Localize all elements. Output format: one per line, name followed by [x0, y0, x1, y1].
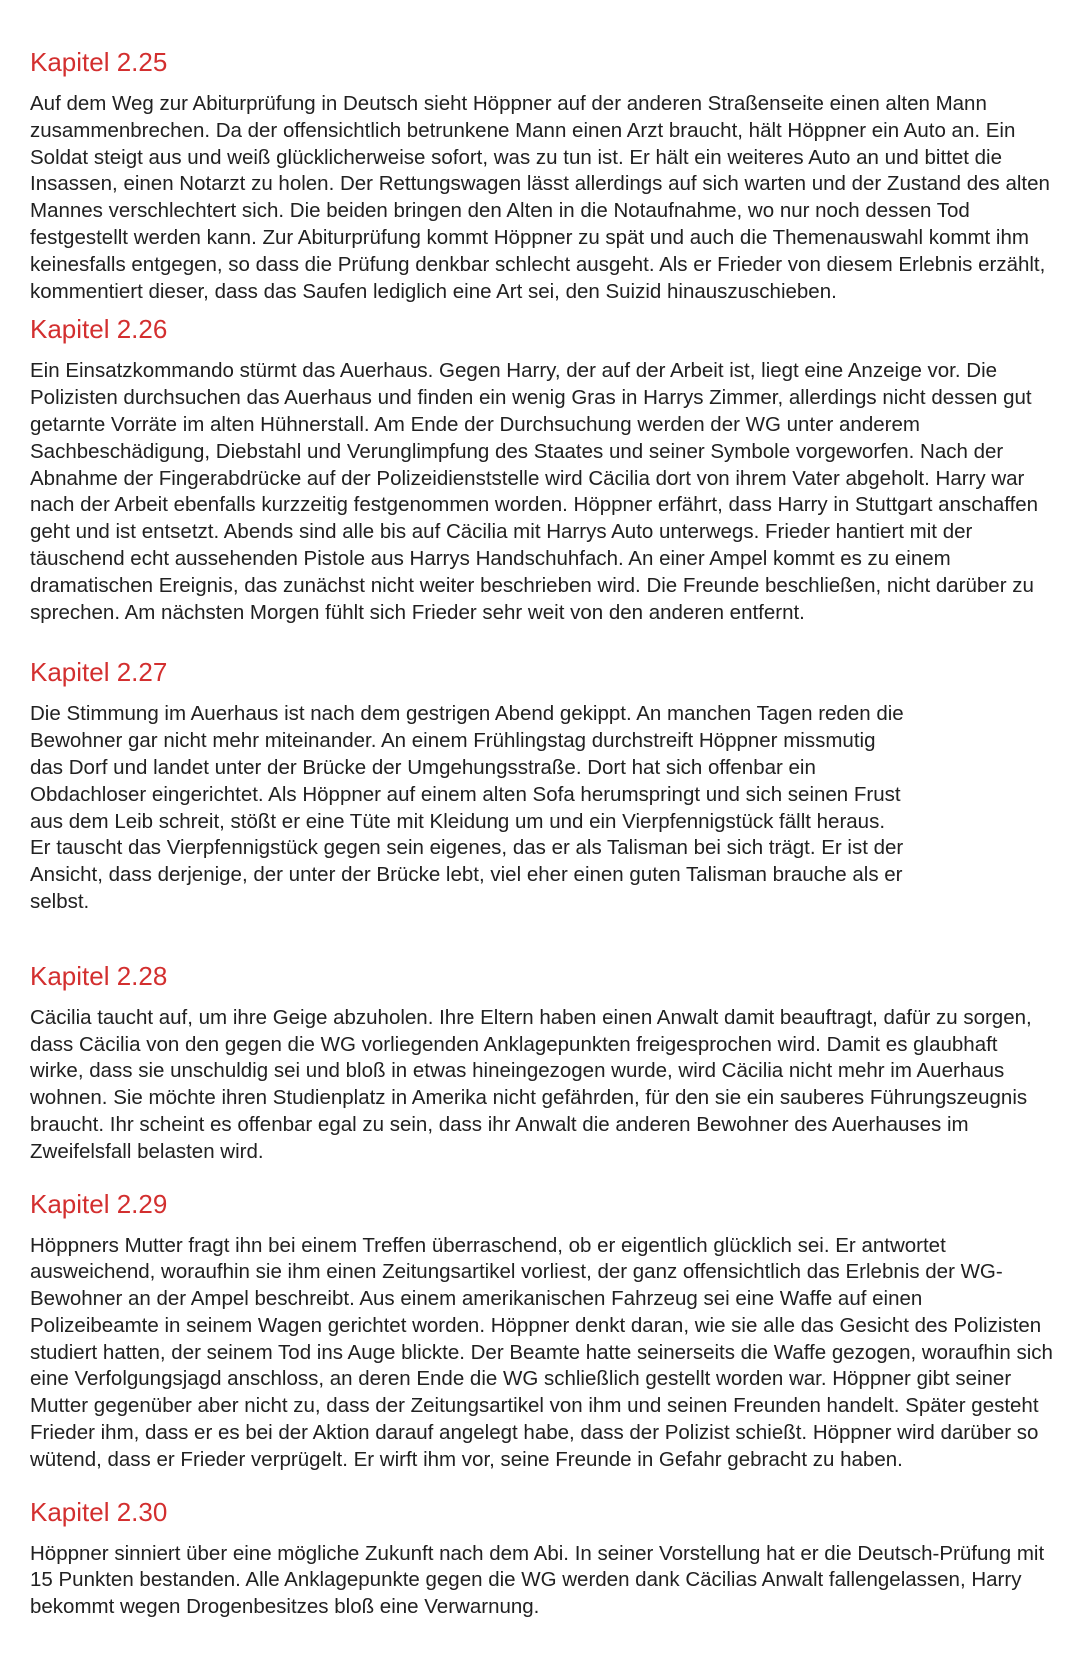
chapter-section-2-26	[30, 313, 1056, 626]
chapter-heading: Kapitel 2.25	[30, 47, 168, 77]
chapter-heading: Kapitel 2.30	[30, 1496, 168, 1527]
chapter-heading: Kapitel 2.26	[30, 314, 168, 345]
chapter-summary: Höppners Mutter fragt ihn bei einem Treffen überraschend, ob er eigentlich glücklich sei. Er antwortet ausweichend, woraufhin sie ihm einen Zeitungsartikel vorliest, der ganz offensichtlich das Erlebnis der WG-Bewohner an der Ampel beschreibt. Aus einem amerikanischen Fahrzeug sei eine Waffe auf einen Polizeibeamte in seinem Wagen gerichtet worden. Höppner denkt daran, wie sie alle das Gesicht des Polizisten studiert hatten, der seinem Tod ins Auge blickte. Der Beamte hatte seinerseits die Waffe gezogen, woraufhin sich eine Verfolgungsjagd anschloss, an deren Ende die WG schließlich gestellt worden war. Höppner gibt seiner Mutter gegenüber aber nicht zu, dass der Zeitungsartikel von ihm und seinen Freunden handelt. Später gesteht Frieder ihm, dass er es bei der Aktion darauf angelegt habe, dass der Polizist schießt. Höppner wird darüber so wütend, dass er Frieder verprügelt. Er wirft ihm vor, seine Freunde in Gefahr gebracht zu haben.	[30, 1233, 1053, 1471]
chapter-section-2-25	[30, 46, 1056, 305]
chapter-summary: Höppner sinniert über eine mögliche Zukunft nach dem Abi. In seiner Vorstellung hat er die Deutsch-Prüfung mit 15 Punkten bestanden. Alle Anklagepunkte gegen die WG werden dank Cäcilias Anwalt fallengelassen, Harry bekommt wegen Drogenbesitzes bloß eine Verwarnung.	[30, 1541, 1045, 1619]
chapter-heading: Kapitel 2.27	[30, 657, 168, 688]
chapter-section-2-29	[30, 1188, 1056, 1474]
chapter-heading: Kapitel 2.29	[30, 1188, 168, 1219]
chapter-section-2-28	[30, 960, 1056, 1166]
chapter-section-2-30	[30, 1496, 1056, 1621]
chapter-summary: Cäcilia taucht auf, um ihre Geige abzuholen. Ihre Eltern haben einen Anwalt damit beauftragt, dafür zu sorgen, dass Cäcilia von den gegen die WG vorliegenden Anklagepunkten freigesprochen wird. Damit es glaubhaft wirke, dass sie unschuldig sei und bloß in etwas hineingezogen wurde, wird Cäcilia nicht mehr im Auerhaus wohnen. Sie möchte ihren Studienplatz in Amerika nicht gefährden, für den sie ein sauberes Führungszeugnis braucht. Ihr scheint es offenbar egal zu sein, dass ihr Anwalt die anderen Bewohner des Auerhauses im Zweifelsfall belasten wird.	[30, 1005, 1032, 1163]
chapter-summary: Die Stimmung im Auerhaus ist nach dem gestrigen Abend gekippt. An manchen Tagen reden die Bewohner gar nicht mehr miteinander. An einem Frühlingstag durchstreift Höppner missmutig das Dorf und landet unter der Brücke der Umgehungsstraße. Dort hat sich offenbar ein Obdachloser eingerichtet. Als Höppner auf einem alten Sofa herumspringt und sich seinen Frust aus dem Leib schreit, stößt er eine Tüte mit Kleidung um und ein Vierpfennigstück fällt heraus. Er tauscht das Vierpfennigstück gegen sein eigenes, das er als Talisman bei sich trägt. Er ist der Ansicht, dass derjenige, der unter der Brücke lebt, viel eher einen guten Talisman brauche als er selbst.	[30, 702, 904, 913]
chapter-summary: Ein Einsatzkommando stürmt das Auerhaus. Gegen Harry, der auf der Arbeit ist, liegt eine Anzeige vor. Die Polizisten durchsuchen das Auerhaus und finden ein wenig Gras in Harrys Zimmer, allerdings nicht dessen gut getarnte Vorräte im alten Hühnerstall. Am Ende der Durchsuchung werden der WG unter anderem Sachbeschädigung, Diebstahl und Verunglimpfung des Staates und seiner Symbole vorgeworfen. Nach der Abnahme der Fingerabdrücke auf der Polizeidienststelle wird Cäcilia dort von ihrem Vater abgeholt. Harry war nach der Arbeit ebenfalls kurzzeitig festgenommen worden. Höppner erfährt, dass Harry in Stuttgart anschaffen geht und ist entsetzt. Abends sind alle bis auf Cäcilia mit Harrys Auto unterwegs. Frieder hantiert mit der täuschend echt aussehenden Pistole aus Harrys Handschuhfach. An einer Ampel kommt es zu einem dramatischen Ereignis, das zunächst nicht weiter beschrieben wird. Die Freunde beschließen, nicht darüber zu sprechen. Am nächsten Morgen fühlt sich Frieder sehr weit von den anderen entfernt.	[30, 359, 1039, 624]
chapter-section-2-27	[30, 656, 1056, 915]
chapter-summary: Auf dem Weg zur Abiturprüfung in Deutsch sieht Höppner auf der anderen Straßenseite einen alten Mann zusammenbrechen. Da der offensichtlich betrunkene Mann einen Arzt braucht, hält Höppner ein Auto an. Ein Soldat steigt aus und weiß glücklicherweise sofort, was zu tun ist. Er hält ein weiteres Auto an und bittet die Insassen, einen Notarzt zu holen. Der Rettungswagen lässt allerdings auf sich warten und der Zustand des alten Mannes verschlechtert sich. Die beiden bringen den Alten in die Notaufnahme, wo nur noch dessen Tod festgestellt werden kann. Zur Abiturprüfung kommt Höppner zu spät und auch die Themenauswahl kommt ihm keinesfalls entgegen, so dass die Prüfung denkbar schlecht ausgeht. Als er Frieder von diesem Erlebnis erzählt, kommentiert dieser, dass das Saufen lediglich eine Art sei, den Suizid hinauszuschieben.	[30, 92, 1050, 303]
chapter-heading: Kapitel 2.28	[30, 960, 168, 991]
